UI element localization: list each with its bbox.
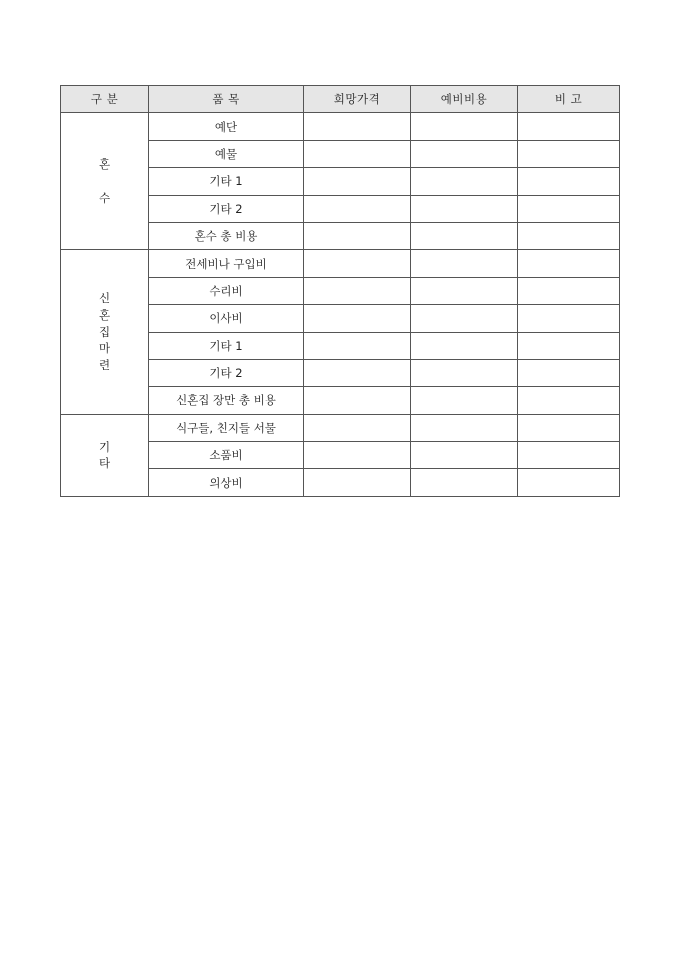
remarks-cell[interactable] (518, 113, 620, 140)
desired-price-cell[interactable] (304, 195, 411, 222)
group-label-char: 타 (98, 456, 111, 471)
desired-price-cell[interactable] (304, 168, 411, 195)
item-cell: 신혼집 장만 총 비용 (149, 387, 304, 414)
desired-price-cell[interactable] (304, 442, 411, 469)
desired-price-cell[interactable] (304, 469, 411, 496)
header-category: 구 분 (61, 86, 149, 113)
item-cell: 의상비 (149, 469, 304, 496)
reserve-cost-cell[interactable] (411, 277, 518, 304)
item-cell: 예단 (149, 113, 304, 140)
remarks-cell[interactable] (518, 277, 620, 304)
reserve-cost-cell[interactable] (411, 140, 518, 167)
group-label-char: 수 (98, 191, 111, 206)
desired-price-cell[interactable] (304, 305, 411, 332)
remarks-cell[interactable] (518, 414, 620, 441)
remarks-cell[interactable] (518, 140, 620, 167)
reserve-cost-cell[interactable] (411, 332, 518, 359)
group-label-char: 혼 (98, 308, 111, 322)
remarks-cell[interactable] (518, 168, 620, 195)
remarks-cell[interactable] (518, 442, 620, 469)
desired-price-cell[interactable] (304, 277, 411, 304)
remarks-cell[interactable] (518, 305, 620, 332)
reserve-cost-cell[interactable] (411, 442, 518, 469)
item-cell: 기타 2 (149, 359, 304, 386)
item-cell: 수리비 (149, 277, 304, 304)
table-row (61, 113, 620, 140)
table-row (61, 414, 620, 441)
group-label-char: 기 (98, 439, 111, 454)
desired-price-cell[interactable] (304, 359, 411, 386)
remarks-cell[interactable] (518, 387, 620, 414)
reserve-cost-cell[interactable] (411, 250, 518, 277)
group-label-char: 련 (98, 358, 111, 373)
remarks-cell[interactable] (518, 222, 620, 249)
wedding-budget-table (60, 85, 620, 497)
desired-price-cell[interactable] (304, 140, 411, 167)
reserve-cost-cell[interactable] (411, 469, 518, 496)
group-label-new-home (61, 250, 149, 414)
group-label-char: 신 (98, 291, 111, 306)
group-label-char: 집 (98, 324, 111, 339)
reserve-cost-cell[interactable] (411, 168, 518, 195)
header-remarks: 비 고 (518, 86, 620, 113)
item-cell: 예물 (149, 140, 304, 167)
item-cell: 식구들, 친지들 서물 (149, 414, 304, 441)
reserve-cost-cell[interactable] (411, 195, 518, 222)
group-label-honsu (61, 113, 149, 250)
desired-price-cell[interactable] (304, 387, 411, 414)
desired-price-cell[interactable] (304, 113, 411, 140)
reserve-cost-cell[interactable] (411, 222, 518, 249)
remarks-cell[interactable] (518, 250, 620, 277)
header-row (61, 86, 620, 113)
item-cell: 전세비나 구입비 (149, 250, 304, 277)
header-item: 품 목 (149, 86, 304, 113)
desired-price-cell[interactable] (304, 250, 411, 277)
header-desired-price: 희망가격 (304, 86, 411, 113)
reserve-cost-cell[interactable] (411, 414, 518, 441)
remarks-cell[interactable] (518, 332, 620, 359)
group-label-char: 혼 (98, 156, 111, 171)
item-cell: 기타 1 (149, 168, 304, 195)
desired-price-cell[interactable] (304, 414, 411, 441)
header-reserve-cost: 예비비용 (411, 86, 518, 113)
item-cell: 혼수 총 비용 (149, 222, 304, 249)
table-row (61, 250, 620, 277)
desired-price-cell[interactable] (304, 222, 411, 249)
group-label-other (61, 414, 149, 496)
item-cell: 소품비 (149, 442, 304, 469)
remarks-cell[interactable] (518, 469, 620, 496)
item-cell: 기타 2 (149, 195, 304, 222)
remarks-cell[interactable] (518, 195, 620, 222)
reserve-cost-cell[interactable] (411, 387, 518, 414)
reserve-cost-cell[interactable] (411, 305, 518, 332)
remarks-cell[interactable] (518, 359, 620, 386)
item-cell: 이사비 (149, 305, 304, 332)
reserve-cost-cell[interactable] (411, 359, 518, 386)
item-cell: 기타 1 (149, 332, 304, 359)
desired-price-cell[interactable] (304, 332, 411, 359)
group-label-char: 마 (98, 341, 111, 356)
reserve-cost-cell[interactable] (411, 113, 518, 140)
